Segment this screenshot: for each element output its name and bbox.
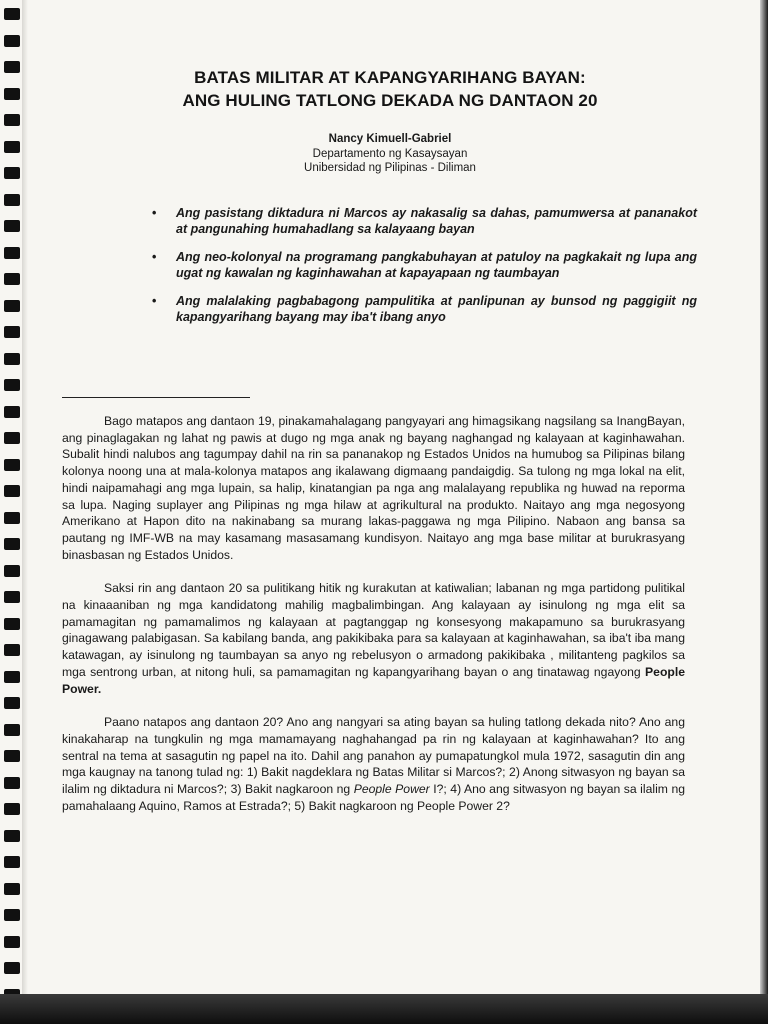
binding-ring — [4, 697, 20, 709]
binding-ring — [4, 565, 20, 577]
paragraph-3-text-a: Paano natapos ang dantaon 20? Ano ang nangyari sa ating bayan sa huling tatlong dekada nito? Ano ang kinakaharap na tungkulin ng mga mamamayang naghahangad pa rin ng kalayaan at kaginhawahan? Ito ang sentral na tema at sasagutin ng papel na ito. Dahil ang panahon ay pumapatungkol mula 1972, sasagutin din ang mga kaugnay na tanong tulad ng: 1) Bakit nagdeklara ng Batas Militar si Marcos?; 2) Anong sitwasyon ng bayan sa ilalim ng diktadura ni Marcos?; 3) Bakit nagkaroon ng — [62, 715, 685, 797]
bullet-item — [152, 205, 697, 237]
binding-ring — [4, 724, 20, 736]
binding-ring — [4, 644, 20, 656]
bullet-dot: • — [152, 206, 157, 220]
paragraph-3-text-b: I?; 4) Ano ang sitwasyon ng bayan sa ilalim ng pamahalaang Aquino, Ramos at Estrada?; 5) Bakit nagkaroon ng People Power 2? — [62, 782, 686, 813]
binding-ring — [4, 883, 20, 895]
binding-ring — [4, 220, 20, 232]
binding-ring — [4, 194, 20, 206]
binding-ring — [4, 35, 20, 47]
bullet-text: Ang malalaking pagbabagong pampulitika at panlipunan ay bunsod ng paggigiit ng kapangyarihang bayang may iba't ibang anyo — [176, 294, 697, 324]
binding-ring — [4, 326, 20, 338]
binding-ring — [4, 247, 20, 259]
body-text — [62, 413, 685, 831]
binding-ring — [4, 803, 20, 815]
paragraph-1: Bago matapos ang dantaon 19, pinakamahalagang pangyayari ang himagsikang nagsilang sa InangBayan, ang pinaglagakan ng lahat ng pawis at dugo ng mga anak ng bayang naghangad ng kalayaan at kaginhawahan. Subalit hindi nalubos ang tagumpay dahil na rin sa pananakop ng Estados Unidos na humubog sa Pilipinas bilang kolonya noong una at mala-kolonya matapos ang ikalawang digmaang pandaigdig. Sa tulong ng mga lokal na elit, hindi naipamahagi ang mga lupain, sa halip, kinatangian pa nga ang malalayang republika ng huwad na reporma sa lupa. Naging suplayer ang Pilipinas ng mga hilaw at agrikultural na produkto. Naitayo ang mga negosyong Amerikano at Hapon dito na nakinabang sa murang lakas-paggawa ng mga Pilipino. Nabaon ang bansa sa pautang ng IMF-WB na may kasamang masasamang kundisyon. Naitayo ang mga base militar at burukrasyang binasbasan ng Estados Unidos. — [62, 414, 685, 562]
binding-ring — [4, 459, 20, 471]
binding-ring — [4, 353, 20, 365]
binding-ring — [4, 406, 20, 418]
bullet-text: Ang neo-kolonyal na programang pangkabuhayan at patuloy na pagkakait ng lupa ang ugat ng kawalan ng kaginhawahan at kapayapaan ng taumbayan — [176, 250, 697, 280]
binding-ring — [4, 141, 20, 153]
author-university: Unibersidad ng Pilipinas - Diliman — [304, 162, 476, 174]
people-power-emphasis: People Power. — [62, 664, 685, 696]
binding-ring — [4, 830, 20, 842]
binding-ring — [4, 300, 20, 312]
bullet-dot: • — [152, 294, 157, 308]
scan-edge-right — [760, 0, 768, 1024]
binding-ring — [4, 909, 20, 921]
binding-ring — [4, 8, 20, 20]
binding-ring — [4, 379, 20, 391]
binding-ring — [4, 591, 20, 603]
bullet-item — [152, 249, 697, 281]
binding-ring — [4, 750, 20, 762]
binding-ring — [4, 273, 20, 285]
bullet-text: Ang pasistang diktadura ni Marcos ay nakasalig sa dahas, pamumwersa at pananakot at pangunahing humahadlang sa kalayaang bayan — [176, 206, 697, 236]
binding-ring — [4, 61, 20, 73]
author-name: Nancy Kimuell-Gabriel — [328, 133, 452, 145]
binding-ring — [4, 671, 20, 683]
paragraph-3 — [62, 714, 685, 814]
binding-ring — [4, 618, 20, 630]
binding-ring — [4, 167, 20, 179]
author-department: Departamento ng Kasaysayan — [312, 148, 468, 160]
people-power-italic: People Power — [353, 782, 430, 797]
binding-ring — [4, 114, 20, 126]
binding-ring — [4, 538, 20, 550]
binding-ring — [4, 856, 20, 868]
binding-ring — [4, 88, 20, 100]
thesis-bullet-list — [152, 205, 697, 337]
section-divider — [62, 397, 250, 398]
document-title-line-2: ANG HULING TATLONG DEKADA NG DANTAON 20 — [182, 91, 598, 110]
binding-ring — [4, 936, 20, 948]
bullet-dot: • — [152, 250, 157, 264]
binding-ring — [4, 962, 20, 974]
paragraph-2-text: Saksi rin ang dantaon 20 sa pulitikang hitik ng kurakutan at katiwalian; labanan ng mga partidong pulitikal na kinaaaniban ng mga kandidatong mahilig magbalimbingan. Ang kalayaan ay isinulong ng mga elit sa pamamagitan ng pamamalimos ng kalayaan at pagtanggap ng konsesyong makapamuno sa burukrasyang ginagawang palabigasan. Sa kabilang banda, ang pakikibaka para sa kalayaan at kaginhawahan, sa iba't iba mang katawagan, ay isinulong ng taumbayan sa anyo ng rebelusyon o armadong pakikibaka , militanteng pagkilos sa mga sentrong urban, at nitong huli, sa pamamagitan ng kapangyarihang bayan o ang tinatawag ngayong — [62, 581, 685, 679]
binding-ring — [4, 485, 20, 497]
spiral-binding — [0, 0, 22, 1010]
binding-ring — [4, 777, 20, 789]
bullet-item — [152, 293, 697, 325]
binding-shadow — [22, 0, 28, 1010]
paragraph-2 — [62, 580, 685, 697]
binding-ring — [4, 512, 20, 524]
scan-edge-bottom — [0, 994, 768, 1024]
document-title-line-1: BATAS MILITAR AT KAPANGYARIHANG BAYAN: — [194, 68, 586, 87]
binding-ring — [4, 432, 20, 444]
